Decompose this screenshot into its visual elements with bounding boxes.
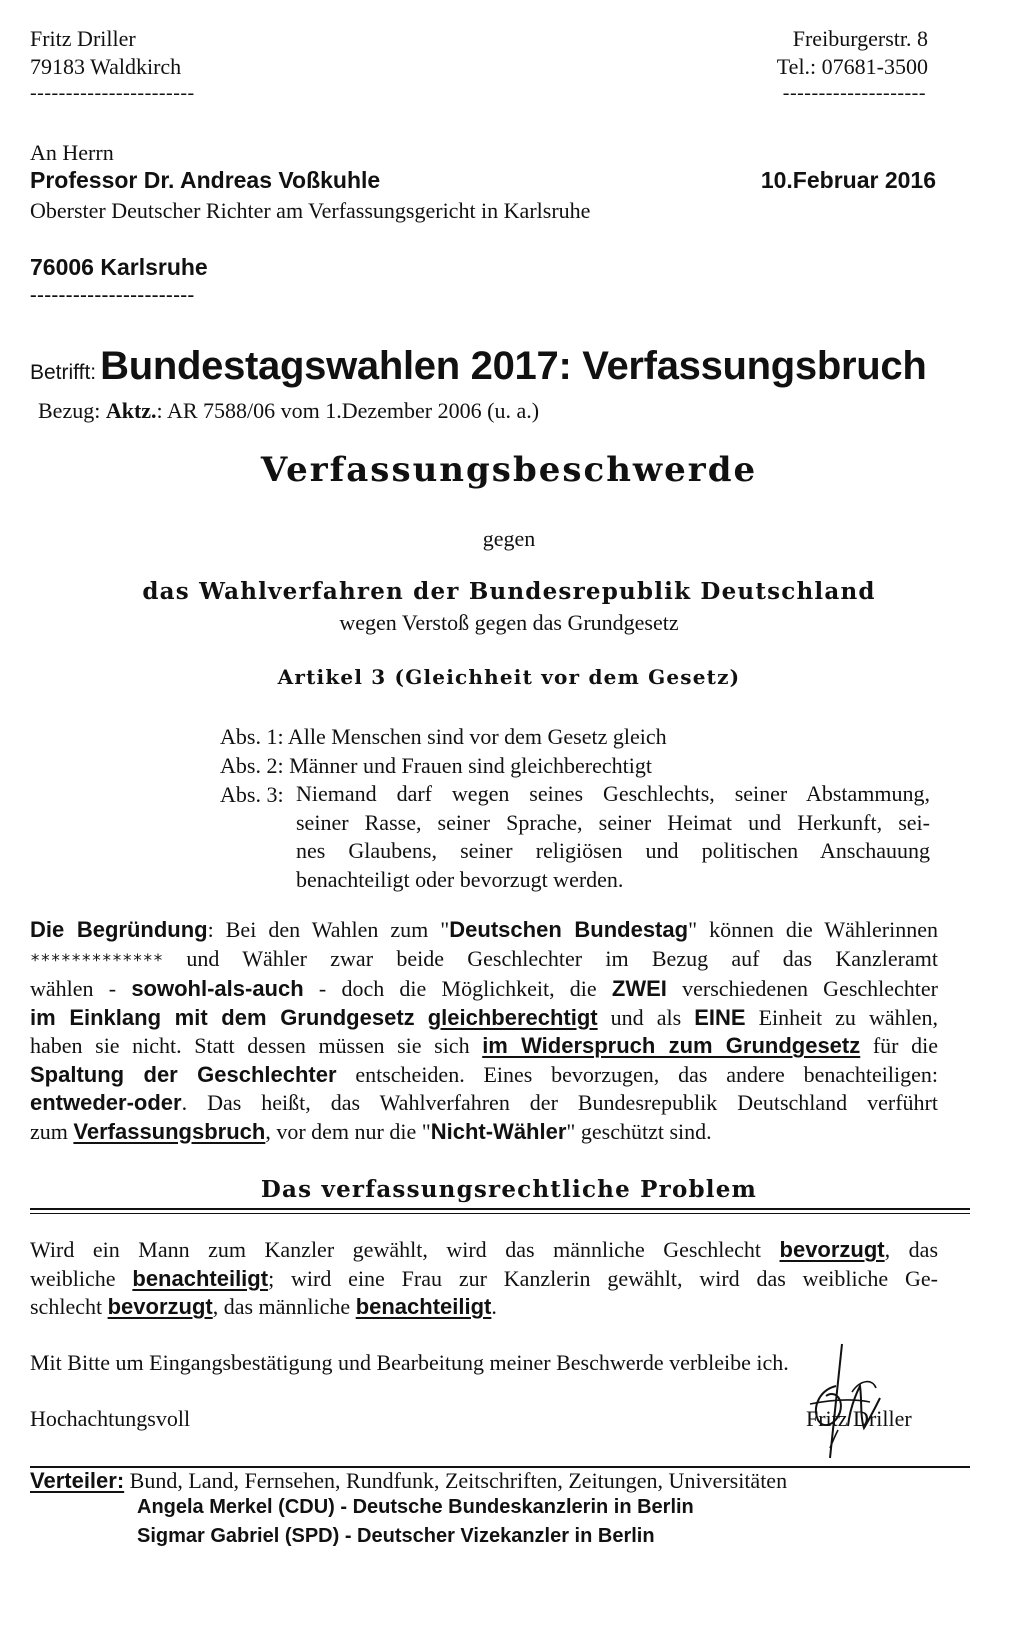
begruendung-paragraph: Die Begründung: Bei den Wahlen zum "Deutschen Bundestag" können die Wählerinnen ************* und Wähler zwar beide Geschlechter im Bezug auf das Kanzleramt wählen - sowohl-als-auch - doch die Möglichkeit, die ZWEI verschiedenen Geschlechter im Einklang mit dem Grundgesetz gleichberechtigt und als EINE Einheit zu wählen, haben sie nicht. Statt dessen müssen sie sich im Widerspruch zum Grundgesetz für die Spaltung der Geschlechter entscheiden. Eines bevorzugen, das andere benachteiligen: entweder-oder. Das heißt, das Wahlverfahren der Bundesrepublik Deutschland verführt zum Verfassungsbruch, vor dem nur die "Nicht-Wähler" geschützt sind. [30, 917, 938, 1144]
verteiler-recipient: Sigmar Gabriel (SPD) - Deutscher Vizekanzler in Berlin [137, 1525, 655, 1547]
verteiler-label: Verteiler: [30, 1468, 125, 1493]
verteiler-line [30, 1466, 787, 1495]
sender-street: Freiburgerstr. 8 [792, 26, 928, 51]
reference-aktz: Aktz. [105, 398, 157, 423]
sender-name: Fritz Driller [30, 26, 136, 51]
closing-request: Mit Bitte um Eingangsbestätigung und Bearbeitung meiner Beschwerde verbleibe ich. [30, 1350, 789, 1375]
recipient-title: Oberster Deutscher Richter am Verfassungsgericht in Karlsruhe [30, 198, 591, 223]
subject-text: Bundestagswahlen 2017: Verfassungsbruch [100, 344, 927, 388]
article-heading: Artikel 3 (Gleichheit vor dem Gesetz) [277, 665, 741, 689]
sender-divider: ----------------------- [30, 82, 195, 104]
problem-heading: Das verfassungsrechtliche Problem [260, 1176, 758, 1203]
recipient-city: 76006 Karlsruhe [30, 254, 208, 280]
verteiler-recipient: Angela Merkel (CDU) - Deutsche Bundeskanzlerin in Berlin [137, 1496, 694, 1518]
document-heading: Verfassungsbeschwerde [260, 450, 758, 490]
closing-greeting: Hochachtungsvoll [30, 1406, 191, 1431]
sender-phone: Tel.: 07681-3500 [776, 54, 928, 79]
divider [30, 1213, 970, 1214]
reference-text: : AR 7588/06 vom 1.Dezember 2006 (u. a.) [156, 398, 540, 423]
letter-date: 10.Februar 2016 [760, 167, 936, 193]
subject-label: Betrifft: [30, 361, 97, 384]
article-item-label: Abs. 2: [220, 753, 284, 778]
complaint-object: das Wahlverfahren der Bundesrepublik Deutschland [142, 578, 876, 605]
article-item-label: Abs. 3: [220, 782, 284, 807]
article-item-text: Männer und Frauen sind gleichberechtigt [289, 753, 652, 778]
subject-line [30, 344, 927, 389]
article-item-label: Abs. 1: [220, 724, 284, 749]
subject-reference [38, 396, 539, 425]
signature-name: Fritz Driller [806, 1406, 912, 1431]
divider [30, 1208, 970, 1210]
problem-paragraph: Wird ein Mann zum Kanzler gewählt, wird das männliche Geschlecht bevorzugt, das weibliche benachteiligt; wird eine Frau zur Kanzlerin gewählt, wird das weibliche Ge- schlecht bevorzugt, das männliche benachteiligt. [30, 1237, 938, 1319]
verteiler-list: Bund, Land, Fernsehen, Rundfunk, Zeitschriften, Zeitungen, Universitäten [124, 1468, 788, 1493]
reference-label: Bezug: [38, 398, 101, 423]
sender-city: 79183 Waldkirch [30, 54, 182, 79]
complaint-reason: wegen Verstoß gegen das Grundgesetz [339, 610, 679, 635]
handwritten-signature [790, 1338, 900, 1464]
article-item-text: Niemand darf wegen seines Geschlechts, seiner Abstammung, seiner Rasse, seiner Sprache, seiner Heimat und Herkunft, sei- nes Glaubens, seiner religiösen und politischen Anschauung benachteiligt oder bevorzugt werden. [296, 781, 930, 892]
heading-gegen: gegen [482, 526, 536, 551]
recipient-salutation: An Herrn [30, 140, 114, 165]
recipient-divider: ----------------------- [30, 284, 195, 306]
recipient-name: Professor Dr. Andreas Voßkuhle [30, 167, 381, 193]
article-item-text: Alle Menschen sind vor dem Gesetz gleich [287, 724, 667, 749]
sender-divider-right: -------------------- [782, 82, 926, 104]
article-item [220, 751, 652, 780]
article-item [220, 722, 667, 751]
